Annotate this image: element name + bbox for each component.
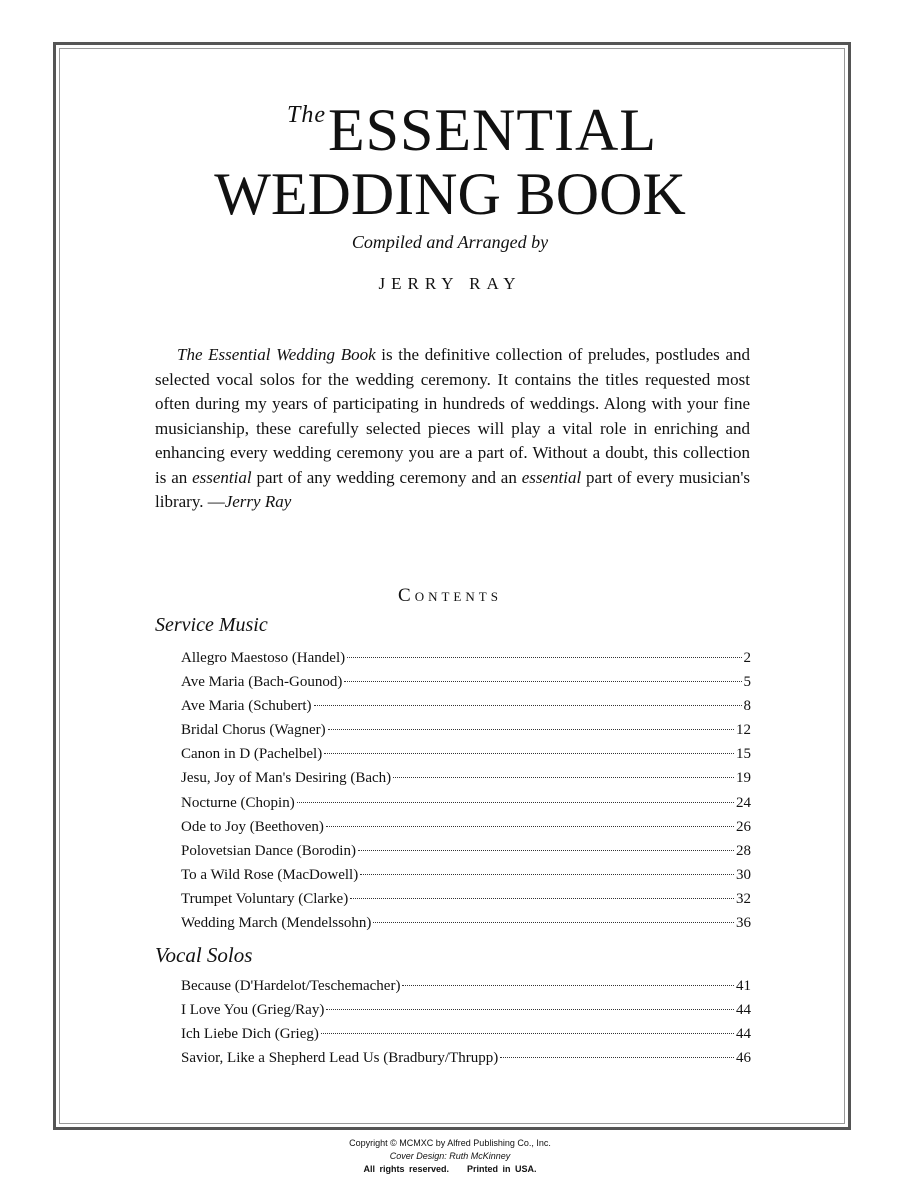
- toc-entry[interactable]: [181, 694, 751, 718]
- toc-entry-page: 26: [736, 818, 751, 835]
- toc-leader-dots: [321, 1033, 734, 1034]
- toc-leader-dots: [393, 777, 734, 778]
- toc-entry-page: 8: [743, 698, 751, 715]
- copyright-line: Copyright © MCMXC by Alfred Publishing Co., Inc.: [349, 1138, 551, 1148]
- toc-entry-title: Because (D'Hardelot/Teschemacher): [181, 978, 401, 994]
- toc-entry[interactable]: [181, 646, 751, 670]
- intro-essential-2: essential: [521, 467, 582, 487]
- toc-entry-page: 30: [736, 866, 751, 883]
- section-title-service-music: Service Music: [155, 614, 268, 636]
- toc-entry-title: Allegro Maestoso (Handel): [181, 650, 346, 666]
- toc-leader-dots: [344, 681, 741, 682]
- toc-entry[interactable]: [181, 1046, 751, 1070]
- title-line-2: WEDDING BOOK: [214, 161, 686, 227]
- toc-leader-dots: [373, 922, 734, 923]
- toc-entry[interactable]: [181, 815, 751, 839]
- intro-paragraph: [155, 343, 750, 515]
- toc-entry-title: Ich Liebe Dich (Grieg): [181, 1026, 319, 1043]
- toc-entry-title: To a Wild Rose (MacDowell): [181, 866, 359, 883]
- toc-leader-dots: [358, 850, 734, 851]
- title-line-1: [22, 84, 900, 161]
- toc-entry-title: Ode to Joy (Beethoven): [181, 818, 324, 835]
- toc-entry-title: Jesu, Joy of Man's Desiring (Bach): [181, 770, 392, 787]
- intro-book-title: The Essential Wedding Book: [177, 345, 376, 364]
- toc-entry[interactable]: [181, 1022, 751, 1046]
- toc-entry-page: 15: [736, 746, 751, 763]
- toc-leader-dots: [500, 1057, 734, 1058]
- printed-in: Printed in USA.: [467, 1164, 537, 1174]
- toc-entry-page: 12: [736, 722, 751, 739]
- toc-entry-page: 5: [743, 674, 751, 691]
- toc-entry-title: Nocturne (Chopin): [181, 794, 295, 811]
- toc-leader-dots: [360, 874, 734, 875]
- toc-entry[interactable]: [181, 911, 751, 935]
- toc-list-vocal-solos: [181, 974, 751, 1070]
- toc-entry-title: Canon in D (Pachelbel): [181, 746, 323, 763]
- toc-entry-page: 19: [736, 770, 751, 787]
- section-title-vocal-solos: Vocal Solos: [155, 943, 253, 967]
- title-the: The: [287, 102, 326, 128]
- toc-entry-title: Wedding March (Mendelssohn): [181, 915, 372, 932]
- contents-heading: Contents: [398, 585, 502, 606]
- toc-entry-title: Ave Maria (Schubert): [181, 698, 312, 715]
- toc-leader-dots: [326, 1009, 734, 1010]
- toc-entry[interactable]: [181, 998, 751, 1022]
- intro-essential-1: essential: [192, 467, 252, 487]
- intro-text-3: part of every musician's library. —: [155, 467, 751, 511]
- toc-entry[interactable]: [181, 974, 751, 998]
- toc-entry-title: Savior, Like a Shepherd Lead Us (Bradbury/Thrupp): [181, 1050, 499, 1067]
- toc-entry-title: I Love You (Grieg/Ray): [181, 1002, 325, 1019]
- toc-entry-title: Polovetsian Dance (Borodin): [181, 842, 356, 859]
- title-essential: ESSENTIAL: [328, 97, 657, 163]
- toc-list-service-music: [181, 646, 751, 935]
- toc-leader-dots: [314, 705, 742, 706]
- toc-leader-dots: [350, 898, 734, 899]
- toc-entry-page: 24: [736, 794, 751, 811]
- rights-line: [0, 1163, 900, 1176]
- toc-entry[interactable]: [181, 863, 751, 887]
- toc-entry[interactable]: [181, 766, 751, 790]
- toc-entry-page: 2: [743, 650, 751, 666]
- author-name: JERRY RAY: [378, 274, 522, 293]
- toc-leader-dots: [328, 729, 734, 730]
- toc-entry-title: Trumpet Voluntary (Clarke): [181, 890, 349, 907]
- toc-leader-dots: [297, 802, 734, 803]
- toc-leader-dots: [326, 826, 734, 827]
- toc-entry[interactable]: [181, 839, 751, 863]
- book-title: [0, 84, 900, 225]
- toc-entry[interactable]: [181, 670, 751, 694]
- toc-entry-page: 44: [736, 1002, 751, 1019]
- toc-leader-dots: [347, 657, 741, 658]
- toc-entry-page: 36: [736, 915, 751, 932]
- compiled-by: Compiled and Arranged by: [351, 232, 549, 252]
- toc-entry-page: 32: [736, 890, 751, 907]
- toc-entry[interactable]: [181, 718, 751, 742]
- cover-design-credit: Cover Design: Ruth McKinney: [389, 1151, 511, 1161]
- toc-entry[interactable]: [181, 742, 751, 766]
- toc-leader-dots: [324, 753, 734, 754]
- toc-entry-page: 41: [736, 978, 751, 994]
- toc-entry-title: Bridal Chorus (Wagner): [181, 722, 326, 739]
- toc-entry-page: 46: [736, 1050, 751, 1067]
- rights-reserved: All rights reserved.: [363, 1164, 449, 1174]
- toc-entry-title: Ave Maria (Bach-Gounod): [181, 674, 343, 691]
- intro-signature: Jerry Ray: [224, 492, 292, 511]
- intro-text-2: part of any wedding ceremony and an: [251, 467, 522, 487]
- toc-entry[interactable]: [181, 791, 751, 815]
- toc-entry-page: 44: [736, 1026, 751, 1043]
- toc-entry-page: 28: [736, 842, 751, 859]
- toc-entry[interactable]: [181, 887, 751, 911]
- toc-leader-dots: [402, 985, 734, 986]
- copyright-footer: [0, 1137, 900, 1176]
- intro-text-1: is the definitive collection of preludes, postludes and selected vocal solos for the wedding ceremony. It contains the titles requested most often during my years of participating in hundreds of weddings. Along with your fine musicianship, these carefully selected pieces will play a vital role in enriching and enhancing every wedding ceremony you are a part of. Without a doubt, this collection is an: [155, 345, 750, 487]
